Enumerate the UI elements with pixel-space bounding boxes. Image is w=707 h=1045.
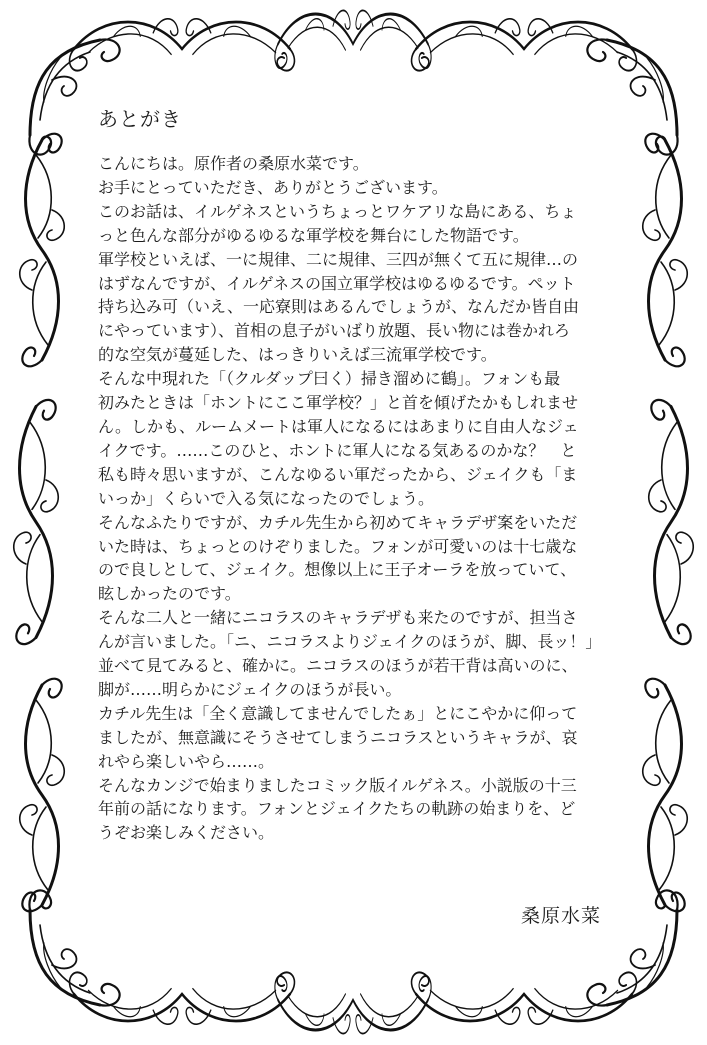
body-line: そんな二人と一緒にニコラスのキャラデザも来たのですが、担当さ [98, 608, 578, 628]
body-line: にやっています）、首相の息子がいばり放題、長い物には巻かれろ [98, 321, 571, 341]
body-line: 並べて見てみると、確かに。ニコラスのほうが若干背は高いのに、 [98, 656, 578, 676]
body-line: こんにちは。原作者の桑原水菜です。 [98, 154, 369, 173]
body-line: うぞお楽しみください。 [98, 823, 275, 843]
body-line: れやら楽しいやら……。 [98, 751, 275, 771]
afterword-heading: あとがき [98, 107, 182, 131]
body-line: 的な空気が蔓延した、はっきりいえば三流軍学校です。 [98, 345, 497, 365]
body-line: ん。しかも、ルームメートは軍人になるにはあまりに自由人なジェ [98, 416, 579, 436]
body-line: いっか」くらいで入る気になったのでしょう。 [98, 488, 435, 508]
body-line: 眩しかったのです。 [98, 584, 241, 604]
body-line: んが言いました。「ニ、ニコラスよりジェイクのほうが、脚、長ッ！」 [98, 632, 602, 652]
body-line: 初みたときは「ホントにここ軍学校？」と首を傾げたかもしれませ [98, 393, 579, 413]
body-line: そんな中現れた「（クルダップ曰く）掃き溜めに鶴」。フォンも最 [98, 369, 561, 389]
body-line: カチル先生は「全く意識してませんでしたぁ」とにこやかに仰って [98, 703, 578, 723]
body-line: 脚が……明らかにジェイクのほうが長い。 [98, 679, 402, 699]
body-line: いた時は、ちょっとのけぞりました。フォンが可愛いのは十七歳な [98, 536, 578, 556]
left-border [14, 134, 65, 912]
body-line: はずなんですが、イルゲネスの国立軍学校はゆるゆるです。ペット [98, 273, 576, 293]
body-line: ましたが、無意識にそうさせてしまうニコラスというキャラが、哀 [98, 727, 578, 747]
body-line: そんなふたりですが、カチル先生から初めてキャラデザ案をいただ [98, 512, 578, 532]
corner-bottom-left [29, 890, 119, 1005]
body-line: お手にとっていただき、ありがとうございます。 [98, 177, 448, 197]
body-line: このお話は、イルゲネスというちょっとワケアリな島にある、ちょ [98, 201, 577, 221]
body-line: っと色んな部分がゆるゆるな軍学校を舞台にした物語です。 [98, 225, 529, 245]
bottom-border [70, 972, 637, 1033]
afterword-body [98, 152, 618, 845]
top-border [70, 10, 637, 70]
body-line: ので良しとして、ジェイク。想像以上に王子オーラを放っていて、 [98, 560, 577, 580]
author-signature: 桑原水菜 [520, 905, 601, 927]
body-line: 年前の話になります。フォンとジェイクたちの軌跡の始まりを、ど [98, 799, 576, 819]
corner-top-left [29, 39, 119, 154]
body-line: 持ち込み可（いえ、一応寮則はあるんでしょうが、なんだか皆自由 [98, 297, 579, 317]
body-line: 私も時々思いますが、こんなゆるい軍だったから、ジェイクも「ま [98, 464, 578, 484]
body-line: 軍学校といえば、一に規律、二に規律、三四が無くて五に規律…の [98, 249, 579, 269]
body-line: そんなカンジで始まりましたコミック版イルゲネス。小説版の十三 [98, 775, 577, 795]
right-border [643, 134, 694, 912]
corner-top-right [587, 39, 677, 154]
body-line: イクです。……このひと、ホントに軍人になる気あるのかな？ と [98, 440, 577, 460]
